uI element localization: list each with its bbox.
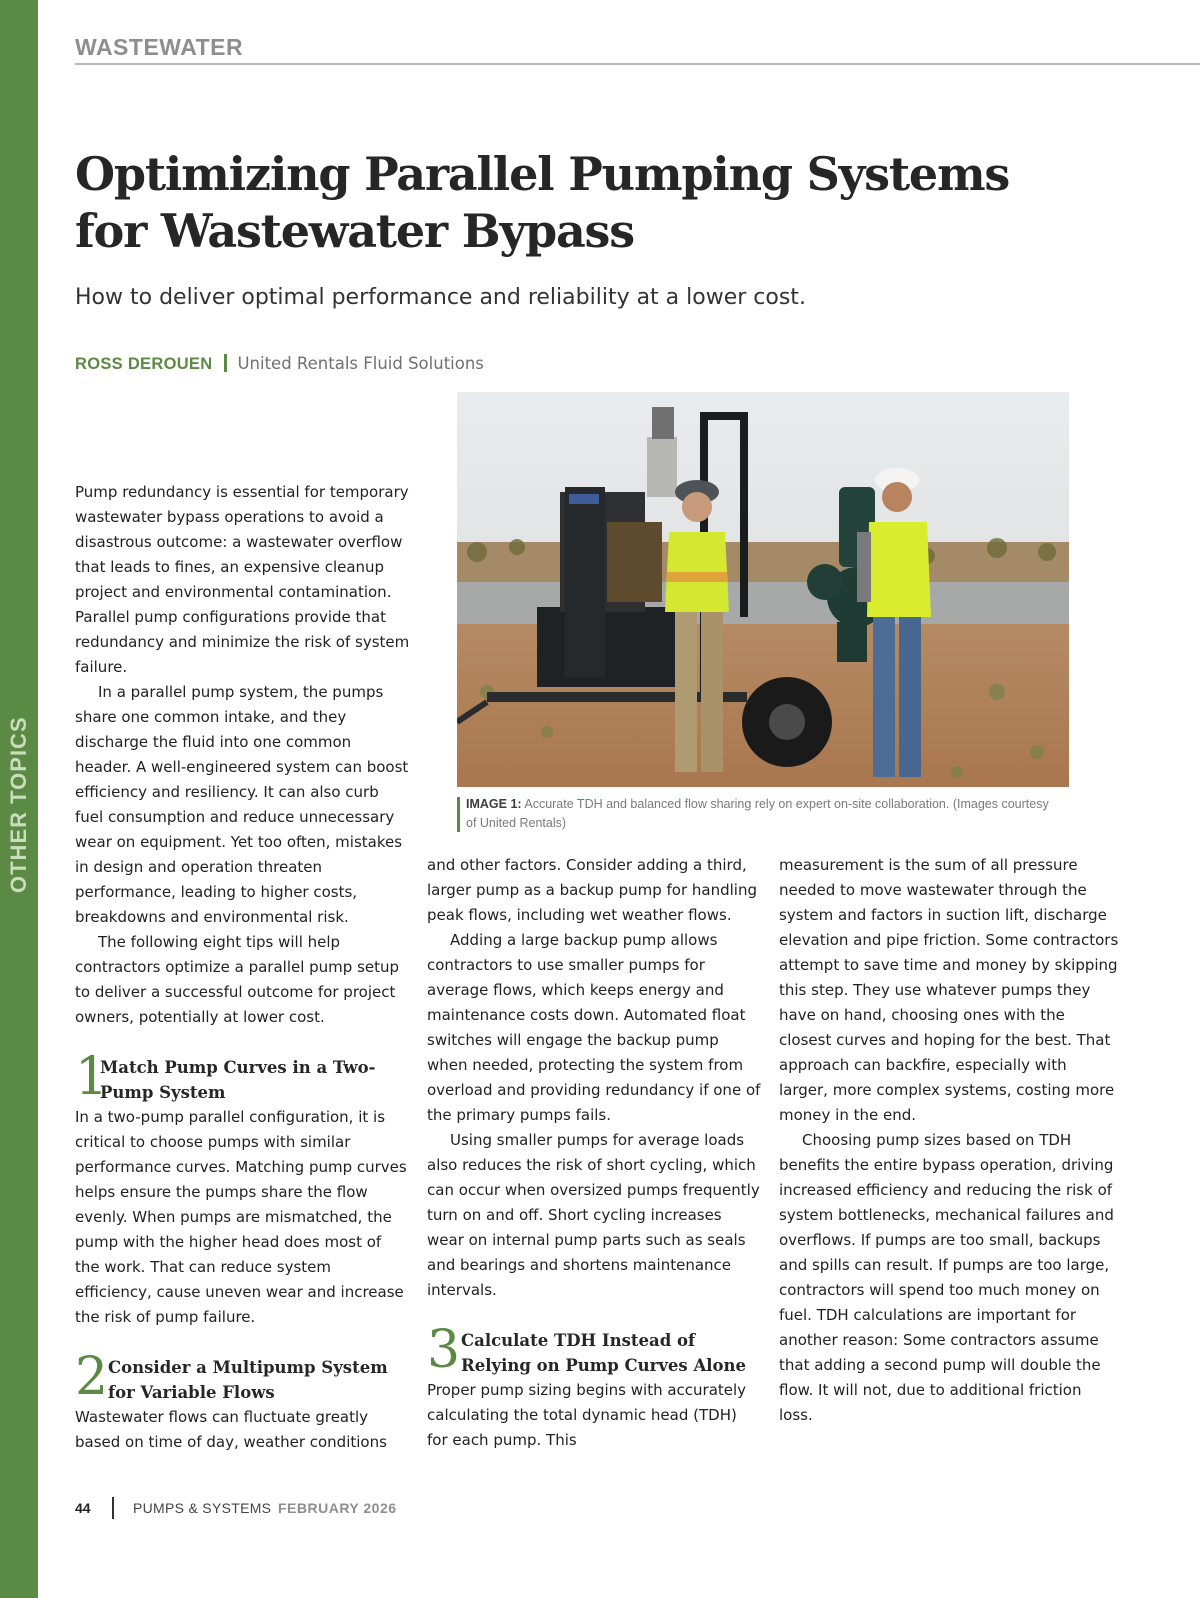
column-2-paragraph-2: Adding a large backup pump allows contractors to use smaller pumps for average flows, which keeps energy and maintenance costs down. Automated float switches will engage the backup pump when needed, protecting the system from overload and providing redundancy if one of the primary pumps fails. <box>427 931 761 1124</box>
tip-2 <box>75 1347 410 1455</box>
caption-accent <box>457 797 460 832</box>
tip-1-number: 1 <box>75 1047 109 1107</box>
intro-paragraph-2: In a parallel pump system, the pumps share one common intake, and they discharge the fluid into one common header. A well-engineered system can boost efficiency and resiliency. It can also curb fuel consumption and reduce unnecessary wear on equipment. Yet too often, mistakes in design and operation threaten performance, leading to higher costs, breakdowns and environmental risk. <box>75 683 409 926</box>
tip-2-text: Wastewater flows can fluctuate greatly based on time of day, weather conditions <box>75 1408 387 1451</box>
article-photo <box>457 392 1069 787</box>
column-2-paragraph-1: and other factors. Consider adding a third, larger pump as a backup pump for handling peak flows, including wet weather flows. <box>427 856 758 924</box>
column-3 <box>779 853 1119 1428</box>
tip-3-heading: Calculate TDH Instead of Relying on Pump Curves Alone <box>461 1331 747 1375</box>
tip-2-heading: Consider a Multipump System for Variable Flows <box>108 1358 388 1402</box>
author-organization: United Rentals Fluid Solutions <box>237 354 484 373</box>
tip-1-text: In a two-pump parallel configuration, it is critical to choose pumps with similar performance curves. Matching pump curves helps ensure the pumps share the flow evenly. When pumps are mismatched, the pump with the higher head does most of the work. That can reduce system efficiency, cause uneven wear and increase the risk of pump failure. <box>75 1108 407 1326</box>
tip-3-text: Proper pump sizing begins with accurately calculating the total dynamic head (TDH) for each pump. This <box>427 1381 747 1449</box>
column-3-paragraph-2: Choosing pump sizes based on TDH benefits the entire bypass operation, driving increased efficiency and reducing the risk of system bottlenecks, mechanical failures and overflows. If pumps are too small, backups and spills can result. If pumps are too large, contractors will spend too much money on fuel. TDH calculations are important for another reason: Some contractors assume that adding a second pump will double the flow. It will not, due to additional friction loss. <box>779 1131 1114 1424</box>
column-2-paragraph-3: Using smaller pumps for average loads also reduces the risk of short cycling, which can occur when oversized pumps frequently turn on and off. Short cycling increases wear on internal pump parts such as seals and bearings and shortens maintenance intervals. <box>427 1131 760 1299</box>
section-rule <box>75 63 1200 65</box>
tip-1-heading: Match Pump Curves in a Two-Pump System <box>100 1058 376 1102</box>
article-title: Optimizing Parallel Pumping Systems for Wastewater Bypass <box>75 147 1010 258</box>
article-subtitle: How to deliver optimal performance and reliability at a lower cost. <box>75 285 806 310</box>
magazine-name: PUMPS & SYSTEMS <box>133 1500 272 1516</box>
side-section-text: OTHER TOPICS <box>6 716 31 893</box>
intro-paragraph-1: Pump redundancy is essential for temporary wastewater bypass operations to avoid a disastrous outcome: a wastewater overflow that leads to fines, an expensive cleanup project and environmental contamination. Parallel pump configurations provide that redundancy and minimize the risk of system failure. <box>75 483 410 676</box>
footer-divider <box>112 1497 114 1519</box>
tip-1 <box>75 1047 410 1330</box>
intro-paragraph-3: The following eight tips will help contractors optimize a parallel pump setup to deliver a successful outcome for project owners, potentially at lower cost. <box>75 933 400 1026</box>
tip-2-number: 2 <box>75 1347 109 1407</box>
caption-text: Accurate TDH and balanced flow sharing rely on expert on-site collaboration. (Images courtesy of United Rentals) <box>466 797 1049 830</box>
byline-divider <box>224 354 227 372</box>
issue-date: FEBRUARY 2026 <box>278 1500 397 1516</box>
author-name: ROSS DEROUEN <box>75 355 213 373</box>
tip-3 <box>427 1320 762 1453</box>
page-number: 44 <box>75 1500 91 1516</box>
tip-3-number: 3 <box>427 1320 461 1380</box>
image-caption <box>466 795 1056 833</box>
section-heading: WASTEWATER <box>75 34 244 60</box>
column-3-paragraph-1: measurement is the sum of all pressure needed to move wastewater through the system and factors in suction lift, discharge elevation and pipe friction. Some contractors attempt to save time and money by skipping this step. They use whatever pumps they have on hand, choosing ones with the closest curves and hoping for the best. That approach can backfire, especially with larger, more complex systems, costing more money in the end. <box>779 856 1119 1124</box>
column-1 <box>75 480 410 1455</box>
column-2 <box>427 853 762 1453</box>
caption-label: IMAGE 1: <box>466 797 522 811</box>
byline <box>75 354 484 374</box>
